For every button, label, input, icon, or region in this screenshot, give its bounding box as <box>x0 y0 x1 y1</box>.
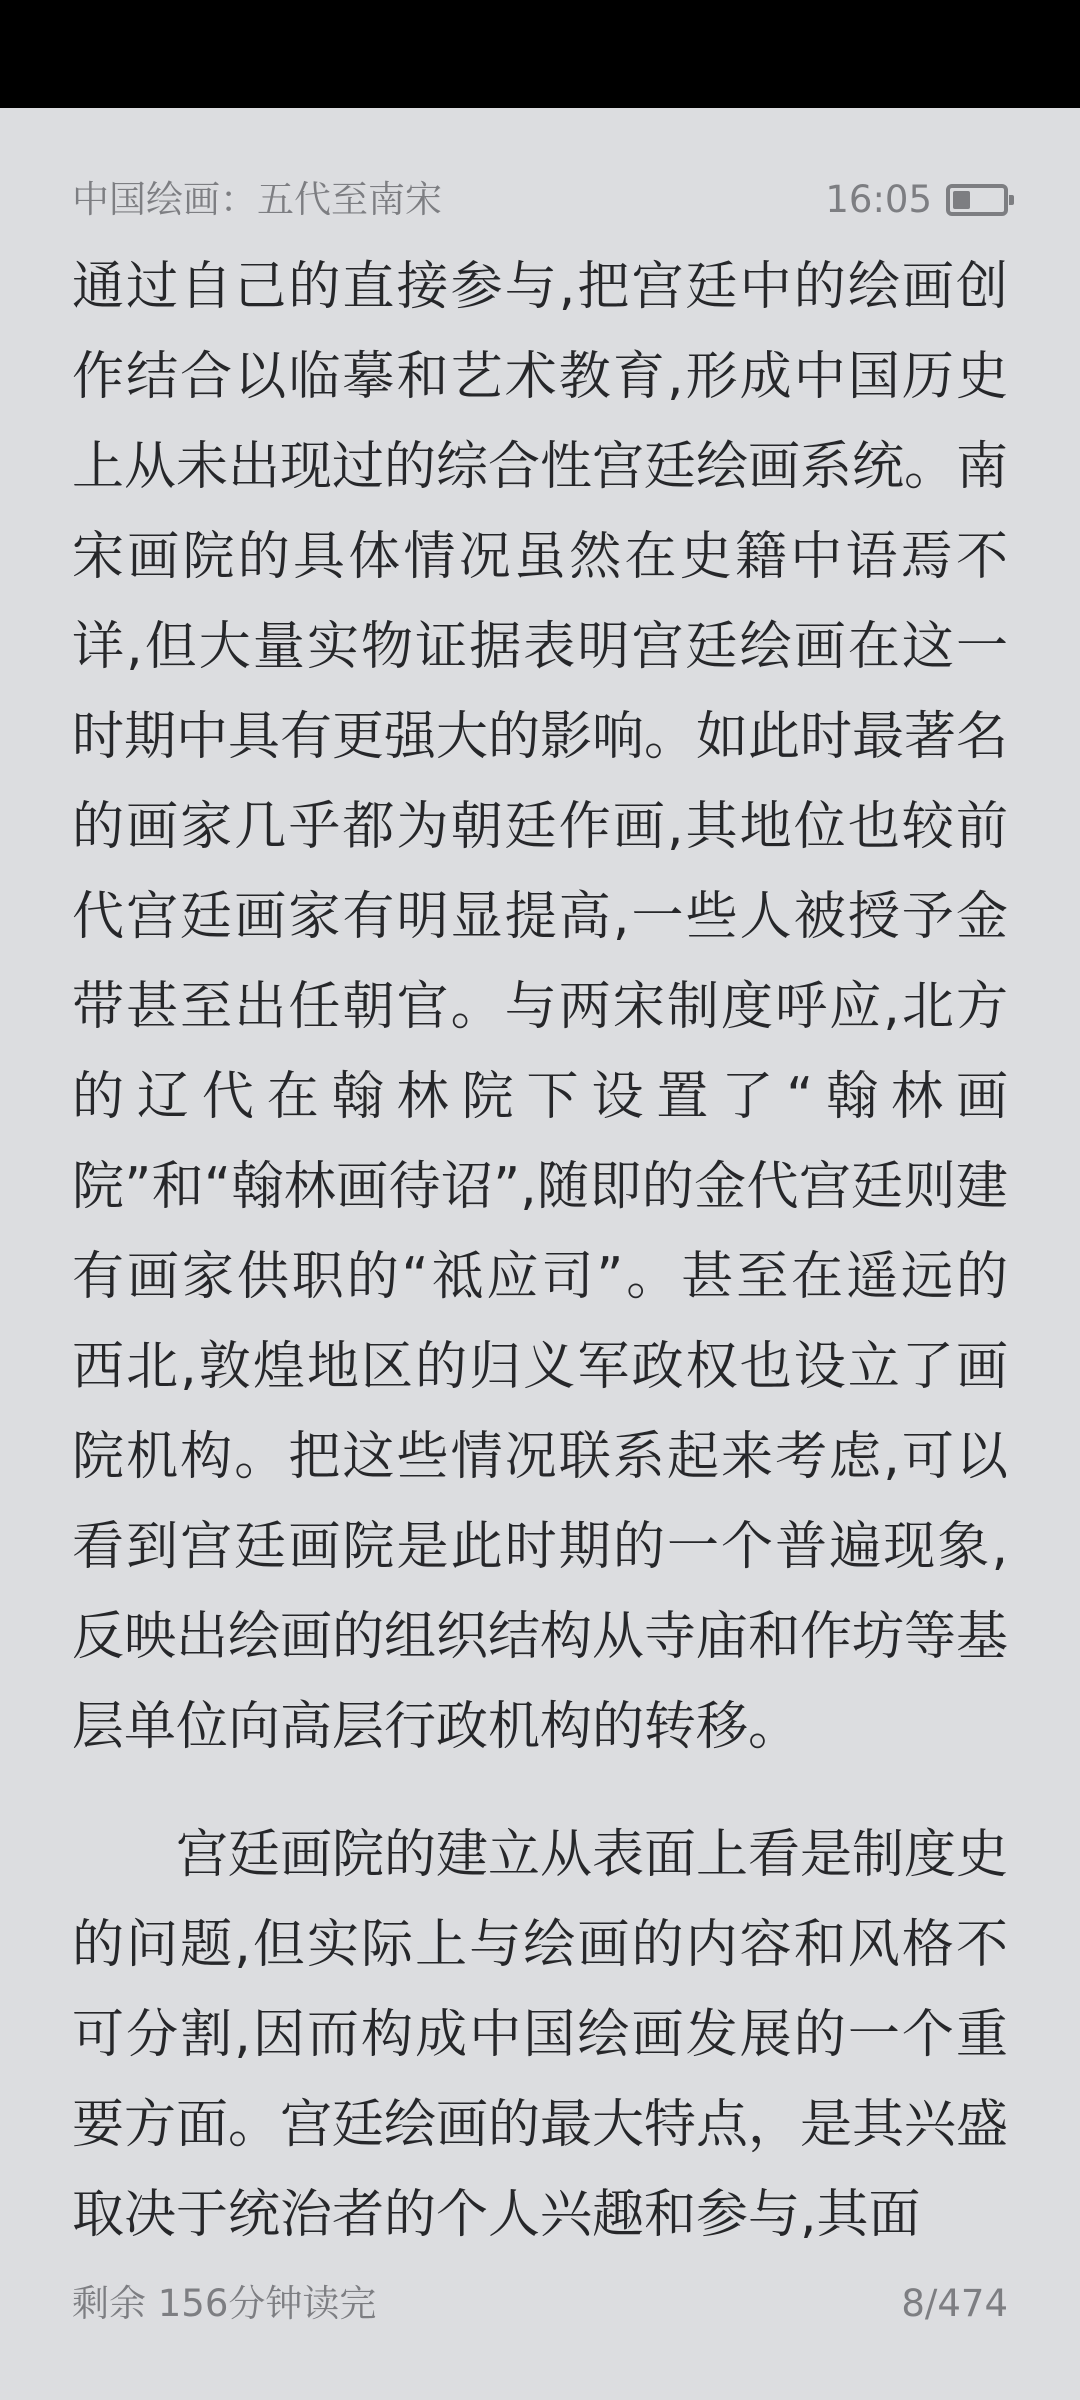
battery-tip <box>1009 195 1014 205</box>
battery-level <box>953 191 970 209</box>
book-content[interactable] <box>72 242 1008 2260</box>
book-title: 中国绘画：五代至南宋 <box>72 178 442 221</box>
battery-icon <box>946 184 1008 216</box>
paragraph-2: 宫廷画院的建立从表面上看是制度史的问题,但实际上与绘画的内容和风格不可分割,因而构成中国绘画发展的一个重要方面。宫廷绘画的最大特点，是其兴盛取决于统治者的个人兴趣和参与,其面 <box>72 1825 1009 2245</box>
system-status-bar <box>0 0 1080 108</box>
header-status <box>825 176 1008 224</box>
paragraph-1: 通过自己的直接参与,把宫廷中的绘画创作结合以临摹和艺术教育,形成中国历史上从未出现过的综合性宫廷绘画系统。南宋画院的具体情况虽然在史籍中语焉不详,但大量实物证据表明宫廷绘画在这一时期中具有更强大的影响。如此时最著名的画家几乎都为朝廷作画,其地位也较前代宫廷画家有明显提高,一些人被授予金带甚至出任朝官。与两宋制度呼应,北方的辽代在翰林院下设置了“翰林画院”和“翰林画待诏”,随即的金代宫廷则建有画家供职的“祗应司”。甚至在遥远的西北,敦煌地区的归义军政权也设立了画院机构。把这些情况联系起来考虑,可以看到宫廷画院是此时期的一个普遍现象,反映出绘画的组织结构从寺庙和作坊等基层单位向高层行政机构的转移。 <box>72 257 1009 1757</box>
reader-footer <box>72 2278 1008 2330</box>
reader-header <box>72 176 1008 224</box>
remaining-time: 剩余 156分钟读完 <box>72 2282 377 2325</box>
clock-time: 16:05 <box>825 178 932 221</box>
page-indicator: 8/474 <box>901 2282 1008 2325</box>
